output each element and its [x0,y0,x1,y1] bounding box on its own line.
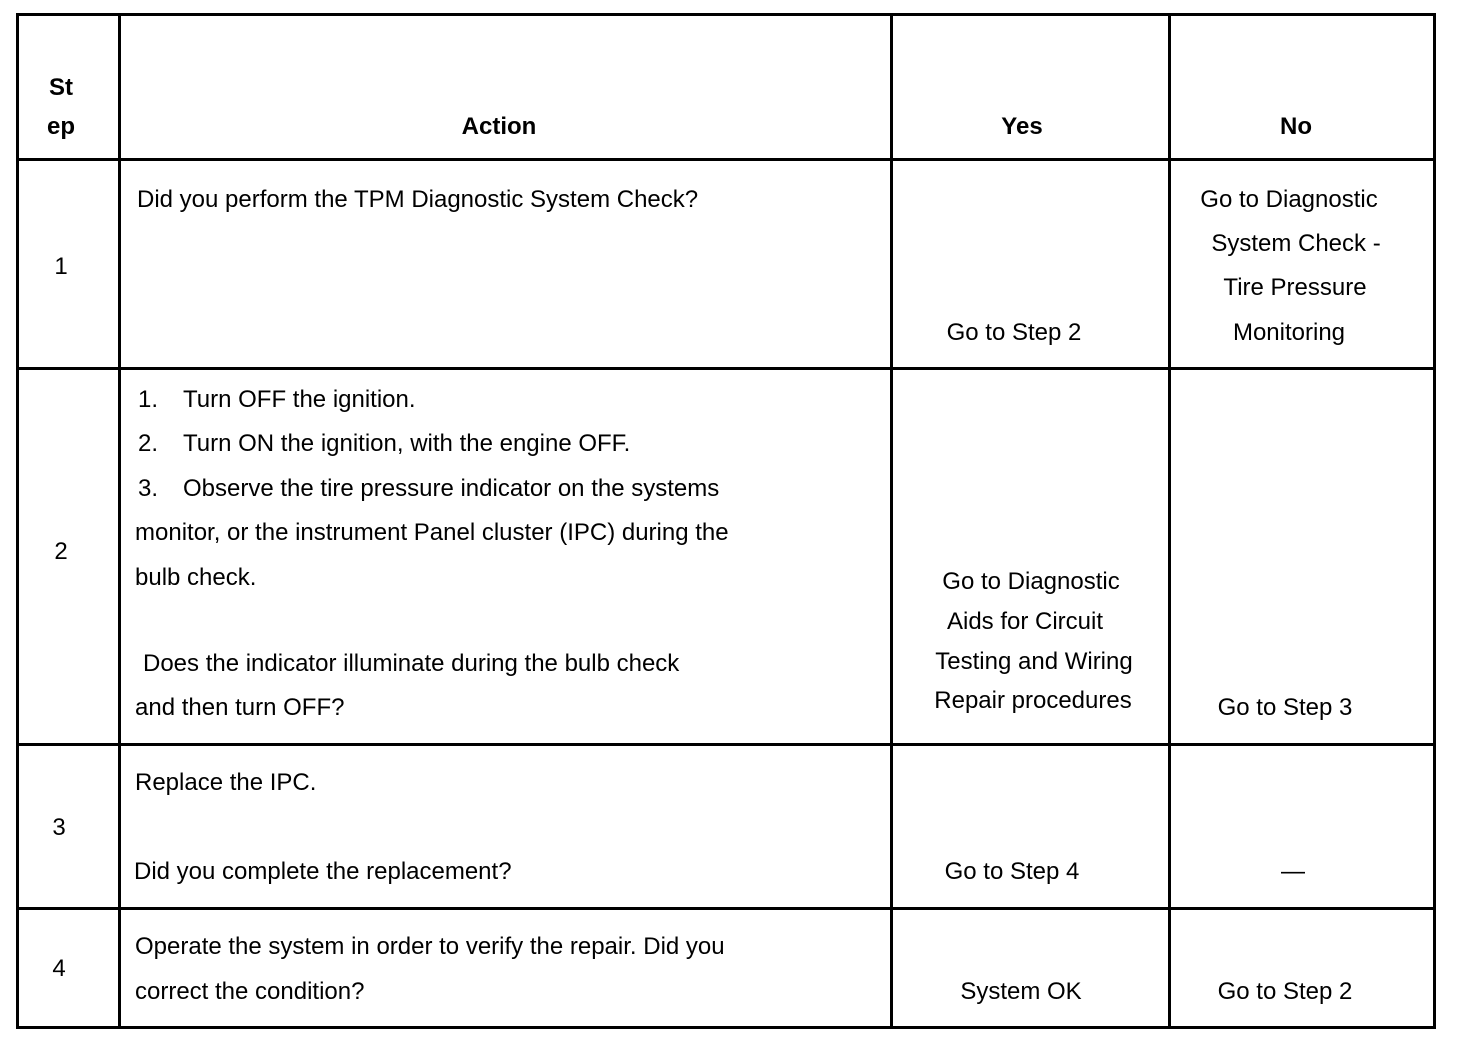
list-item-text: Observe the tire pressure indicator on the systems [183,475,720,502]
step-number-3: 3 [52,814,66,841]
list-item-number: 3. [138,475,159,502]
list-item-text: Turn ON the ignition, with the engine OFF. [183,430,631,457]
no-result-line2: System Check - [1211,230,1381,257]
header-step-line2: ep [46,113,76,140]
list-item-text: Turn OFF the ignition. [183,386,416,413]
yes-result: System OK [960,978,1082,1005]
yes-result: Go to Step 2 [946,319,1082,346]
no-result-line1: Go to Diagnostic [1200,186,1378,213]
no-result: — [1281,858,1305,885]
list-item-text-continued: monitor, or the instrument Panel cluster (IPC) during the [135,519,729,546]
yes-result: Go to Step 4 [944,858,1080,885]
table-border-top [16,13,1436,16]
list-item-number: 2. [138,430,159,457]
yes-result-line1: Go to Diagnostic [942,568,1120,595]
question-text: Did you complete the replacement? [134,858,512,885]
no-result: Go to Step 2 [1217,978,1353,1005]
header-action: Action [461,113,537,140]
yes-result-line4: Repair procedures [934,687,1132,714]
step-number-1: 1 [54,253,68,280]
row-divider [16,907,1436,910]
column-divider [890,13,893,1029]
action-text: Replace the IPC. [135,769,317,796]
list-item-text-continued: bulb check. [135,564,257,591]
header-yes: Yes [1001,113,1043,140]
table-border-right [1433,13,1436,1029]
header-step-line1: St [49,74,73,101]
row-divider [16,367,1436,370]
question-text: Does the indicator illuminate during the bulb check [143,650,680,677]
no-result-line4: Monitoring [1232,319,1346,346]
yes-result-line2: Aids for Circuit [946,608,1104,635]
table-border-bottom [16,1026,1436,1029]
action-text: Operate the system in order to verify the repair. Did you [135,933,725,960]
action-text: Did you perform the TPM Diagnostic System Check? [137,186,699,213]
header-divider [16,158,1436,161]
list-item-number: 1. [138,386,159,413]
row-divider [16,743,1436,746]
no-result-line3: Tire Pressure [1223,274,1367,301]
header-no: No [1280,113,1312,140]
no-result: Go to Step 3 [1217,694,1353,721]
question-text: and then turn OFF? [135,694,345,721]
action-text: correct the condition? [135,978,365,1005]
step-number-4: 4 [52,955,66,982]
yes-result-line3: Testing and Wiring [935,648,1133,675]
table-border-left [16,13,19,1029]
column-divider [118,13,121,1029]
column-divider [1168,13,1171,1029]
step-number-2: 2 [54,538,68,565]
